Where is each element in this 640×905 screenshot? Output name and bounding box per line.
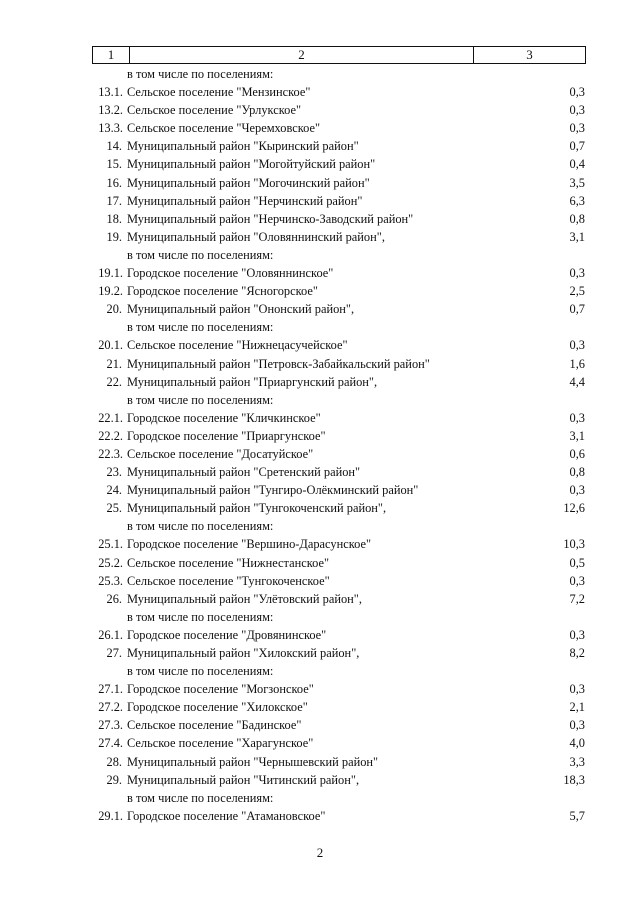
- row-text: Сельское поселение "Урлукское": [127, 103, 302, 118]
- row-value: 3,3: [569, 754, 585, 769]
- row-text: Городское поселение "Ясногорское": [127, 284, 318, 299]
- table-row: [0, 318, 640, 336]
- table-row: [0, 716, 640, 734]
- table-row: [0, 680, 640, 698]
- row-text: Городское поселение "Хилокское": [127, 700, 308, 715]
- row-number: 19.2.: [98, 284, 123, 299]
- table-row: [0, 590, 640, 608]
- row-text: Городское поселение "Дровянинское": [127, 627, 327, 642]
- row-text: в том числе по поселениям:: [127, 790, 274, 805]
- row-number: 22.1.: [98, 410, 123, 425]
- row-value: 8,2: [569, 646, 585, 660]
- row-text: в том числе по поселениям:: [127, 664, 274, 679]
- row-number: 26.1.: [98, 627, 123, 642]
- row-value: 5,7: [569, 808, 585, 823]
- row-number: 22.2.: [98, 428, 123, 443]
- row-value: 0,7: [569, 302, 585, 317]
- row-text: Муниципальный район "Сретенский район": [127, 465, 361, 480]
- header-col-3: 3: [526, 47, 533, 62]
- row-value: 12,6: [563, 501, 585, 516]
- table-row: [0, 83, 640, 101]
- row-value: 0,3: [569, 627, 585, 642]
- row-number: 29.1.: [98, 808, 123, 823]
- row-value: 3,1: [569, 428, 585, 443]
- row-text: в том числе по поселениям:: [127, 519, 274, 534]
- row-value: 0,8: [569, 465, 585, 480]
- row-number: 25.2.: [98, 555, 123, 570]
- row-number: 20.1.: [98, 338, 123, 353]
- row-number: 23.: [106, 465, 122, 480]
- table-row: [0, 137, 640, 155]
- row-value: 0,3: [569, 85, 585, 100]
- row-value: 0,3: [569, 483, 585, 498]
- row-text: Муниципальный район "Могочинский район": [127, 175, 370, 190]
- row-value: 0,3: [569, 121, 585, 136]
- row-text: Сельское поселение "Харагунское": [127, 736, 314, 751]
- row-number: 27.: [106, 646, 122, 660]
- row-text: Муниципальный район "Петровск-Забайкальский район": [127, 356, 430, 371]
- table-row: [0, 734, 640, 752]
- table-row: [0, 644, 640, 662]
- table-row: [0, 300, 640, 318]
- row-text: Сельское поселение "Досатуйское": [127, 446, 314, 461]
- row-value: 6,3: [569, 193, 585, 208]
- table-row: [0, 246, 640, 264]
- table-row: [0, 119, 640, 137]
- row-text: Городское поселение "Могзонское": [127, 682, 314, 697]
- row-value: 0,3: [569, 338, 585, 353]
- row-text: Муниципальный район "Читинский район",: [127, 772, 360, 787]
- table-row: [0, 807, 640, 825]
- row-number: 25.3.: [98, 573, 123, 588]
- row-number: 13.2.: [98, 103, 123, 118]
- row-value: 0,3: [569, 573, 585, 588]
- row-text: Городское поселение "Кличкинское": [127, 410, 321, 425]
- row-text: в том числе по поселениям:: [127, 247, 274, 262]
- row-number: 25.: [106, 501, 122, 516]
- row-number: 27.3.: [98, 718, 123, 733]
- table-row: [0, 155, 640, 173]
- row-value: 0,3: [569, 103, 585, 118]
- table-row: [0, 192, 640, 210]
- row-text: Муниципальный район "Могойтуйский район": [127, 157, 376, 172]
- row-text: Сельское поселение "Мензинское": [127, 85, 311, 100]
- row-number: 27.1.: [98, 682, 123, 697]
- row-value: 18,3: [563, 772, 585, 787]
- row-number: 13.3.: [98, 121, 123, 136]
- row-text: Муниципальный район "Тунгокоченский район",: [127, 501, 387, 516]
- row-text: Муниципальный район "Ононский район",: [127, 302, 355, 317]
- row-text: в том числе по поселениям:: [127, 67, 274, 81]
- row-value: 0,6: [569, 446, 585, 461]
- table-row: [0, 535, 640, 553]
- table-row: [0, 445, 640, 463]
- row-number: 19.1.: [98, 266, 123, 281]
- table-row: [0, 336, 640, 354]
- table-row: [0, 174, 640, 192]
- row-value: 0,3: [569, 266, 585, 281]
- page-number: 2: [316, 845, 324, 860]
- row-text: Городское поселение "Вершино-Дарасунское": [127, 537, 372, 552]
- row-text: Сельское поселение "Тунгокоченское": [127, 573, 330, 588]
- table-row: [0, 499, 640, 517]
- row-value: 0,3: [569, 410, 585, 425]
- table-row: [0, 391, 640, 409]
- table-row: [0, 264, 640, 282]
- table-row: [0, 626, 640, 644]
- header-col-2: 2: [130, 47, 474, 63]
- row-value: 3,1: [569, 229, 585, 244]
- row-value: 0,8: [569, 211, 585, 226]
- table-row: [0, 771, 640, 789]
- row-text: Муниципальный район "Нерчинско-Заводский район": [127, 211, 414, 226]
- table-body: [0, 65, 640, 825]
- row-text: Муниципальный район "Хилокский район",: [127, 646, 360, 660]
- table-row: [0, 608, 640, 626]
- row-value: 2,1: [569, 700, 585, 715]
- row-number: 24.: [106, 483, 122, 498]
- row-value: 3,5: [569, 175, 585, 190]
- table-row: [0, 373, 640, 391]
- row-text: Сельское поселение "Нижнестанское": [127, 555, 330, 570]
- row-text: Городское поселение "Оловяннинское": [127, 266, 334, 281]
- row-number: 16.: [106, 175, 122, 190]
- row-value: 0,7: [569, 139, 585, 154]
- row-value: 0,5: [569, 555, 585, 570]
- row-text: Муниципальный район "Чернышевский район": [127, 754, 379, 769]
- row-text: Муниципальный район "Оловяннинский район",: [127, 229, 385, 244]
- row-text: Муниципальный район "Кыринский район": [127, 139, 359, 154]
- table-row: [0, 210, 640, 228]
- row-text: Городское поселение "Атамановское": [127, 808, 326, 823]
- table-row: [0, 282, 640, 300]
- table-row: [0, 789, 640, 807]
- table-row: [0, 517, 640, 535]
- row-number: 18.: [106, 211, 122, 226]
- row-text: Сельское поселение "Черемховское": [127, 121, 321, 136]
- row-number: 17.: [106, 193, 122, 208]
- row-value: 10,3: [563, 537, 585, 552]
- row-number: 19.: [106, 229, 122, 244]
- row-number: 21.: [106, 356, 122, 371]
- row-number: 26.: [106, 591, 122, 606]
- table-row: [0, 101, 640, 119]
- row-number: 14.: [106, 139, 122, 154]
- row-number: 29.: [106, 772, 122, 787]
- row-value: 0,3: [569, 682, 585, 697]
- table-row: [0, 409, 640, 427]
- row-number: 15.: [106, 157, 122, 172]
- row-value: 1,6: [569, 356, 585, 371]
- row-number: 22.: [106, 374, 122, 389]
- table-row: [0, 554, 640, 572]
- row-number: 27.4.: [98, 736, 123, 751]
- row-text: Муниципальный район "Приаргунский район",: [127, 374, 378, 389]
- row-number: 28.: [106, 754, 122, 769]
- table-header: [92, 46, 586, 64]
- row-number: 20.: [106, 302, 122, 317]
- row-text: Муниципальный район "Нерчинский район": [127, 193, 363, 208]
- row-value: 0,3: [569, 718, 585, 733]
- row-text: Городское поселение "Приаргунское": [127, 428, 326, 443]
- row-value: 2,5: [569, 284, 585, 299]
- row-text: в том числе по поселениям:: [127, 609, 274, 624]
- row-text: Муниципальный район "Улётовский район",: [127, 591, 362, 606]
- row-number: 25.1.: [98, 537, 123, 552]
- row-text: Сельское поселение "Нижнецасучейское": [127, 338, 348, 353]
- row-number: 22.3.: [98, 446, 123, 461]
- row-text: в том числе по поселениям:: [127, 320, 274, 335]
- header-col-1: 1: [93, 47, 130, 63]
- table-row: [0, 65, 640, 83]
- row-value: 4,0: [569, 736, 585, 751]
- row-number: 13.1.: [98, 85, 123, 100]
- row-number: 27.2.: [98, 700, 123, 715]
- table-row: [0, 572, 640, 590]
- row-value: 0,4: [569, 157, 585, 172]
- table-row: [0, 427, 640, 445]
- table-row: [0, 463, 640, 481]
- table-row: [0, 228, 640, 246]
- row-value: 4,4: [569, 374, 585, 389]
- table-row: [0, 698, 640, 716]
- table-row: [0, 662, 640, 680]
- table-row: [0, 481, 640, 499]
- row-text: Сельское поселение "Бадинское": [127, 718, 302, 733]
- row-text: в том числе по поселениям:: [127, 392, 274, 407]
- table-row: [0, 355, 640, 373]
- row-value: 7,2: [569, 591, 585, 606]
- row-text: Муниципальный район "Тунгиро-Олёкминский район": [127, 483, 419, 498]
- table-row: [0, 753, 640, 771]
